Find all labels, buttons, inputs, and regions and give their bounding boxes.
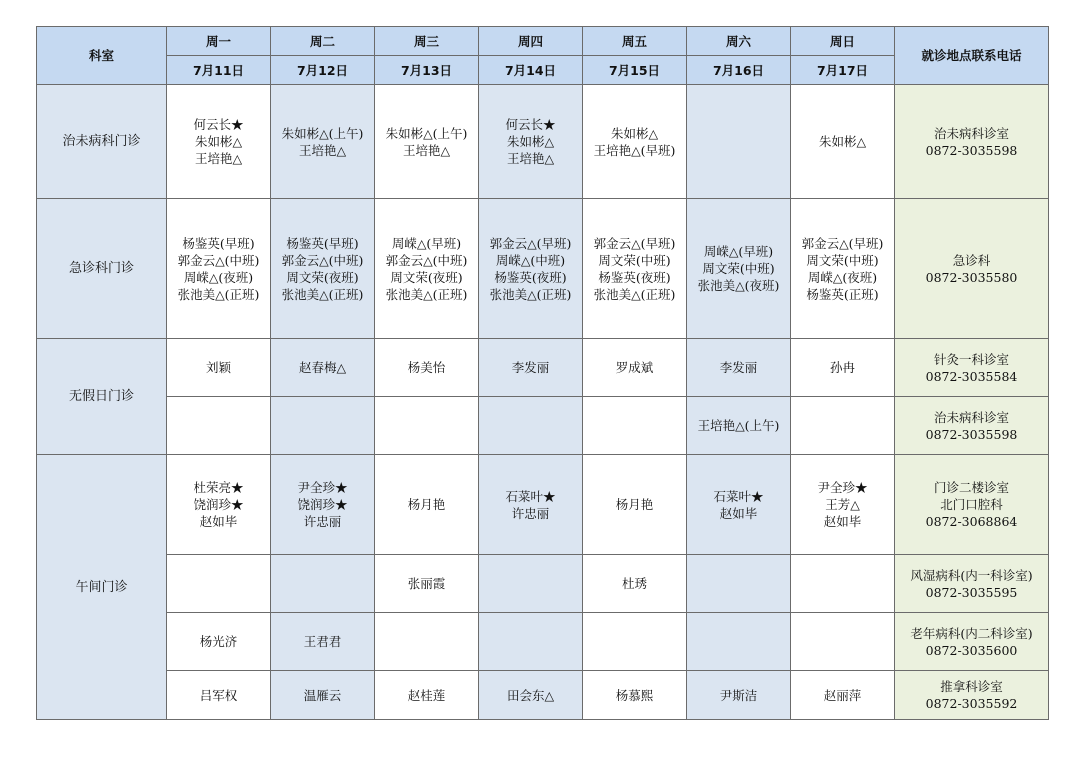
contact-cell	[895, 397, 1049, 455]
schedule-cell	[167, 671, 271, 720]
doctor-name: 周文荣(夜班)	[286, 269, 359, 285]
doctor-name: 杨鉴英(早班)	[286, 235, 359, 251]
schedule-cell	[479, 671, 583, 720]
date-header: 7月15日	[583, 56, 687, 85]
phone-number: 0872-3035598	[925, 142, 1018, 158]
doctor-name: 张池美△(正班)	[593, 286, 676, 302]
doctor-name: 王培艳△(早班)	[593, 142, 676, 158]
doctor-name: 郭金云△(早班)	[593, 235, 676, 251]
contact-cell	[895, 85, 1049, 199]
doctor-name: 王培艳△	[194, 151, 243, 166]
doctor-name: 朱如彬△	[818, 134, 867, 149]
table-row	[37, 455, 1049, 555]
table-row	[37, 339, 1049, 397]
doctor-name: 张池美△(正班)	[281, 286, 364, 302]
schedule-cell	[791, 555, 895, 613]
doctor-name: 赵春梅△	[298, 360, 347, 375]
doctor-name: 何云长★	[505, 117, 556, 132]
schedule-cell	[375, 455, 479, 555]
date-header: 7月17日	[791, 56, 895, 85]
doctor-name: 周文荣(中班)	[598, 252, 671, 268]
weekday-header: 周二	[271, 27, 375, 56]
department-name: 治未病科门诊	[37, 85, 167, 199]
schedule-cell	[687, 397, 791, 455]
weekday-header: 周四	[479, 27, 583, 56]
doctor-name: 温雁云	[303, 687, 342, 703]
schedule-cell	[583, 85, 687, 199]
schedule-cell	[687, 199, 791, 339]
doctor-name: 杨月艳	[407, 497, 446, 512]
department-name: 急诊科门诊	[37, 199, 167, 339]
phone-number: 0872-3035592	[925, 696, 1018, 711]
doctor-name: 饶润珍★	[297, 497, 348, 512]
doctor-name: 杨美怡	[407, 360, 446, 375]
date-header: 7月14日	[479, 56, 583, 85]
schedule-cell	[791, 339, 895, 397]
doctor-name: 赵桂莲	[407, 687, 446, 703]
doctor-name: 朱如彬△(上午)	[385, 125, 468, 141]
schedule-cell	[479, 397, 583, 455]
doctor-name: 杨鉴英(夜班)	[598, 269, 671, 285]
doctor-name: 王培艳△	[506, 151, 555, 166]
contact-cell	[895, 613, 1049, 671]
phone-number: 0872-3035595	[925, 584, 1018, 600]
clinic-location: 急诊科	[952, 252, 991, 268]
contact-header: 就诊地点联系电话	[895, 27, 1049, 85]
doctor-name: 吕军权	[199, 687, 238, 703]
schedule-cell	[167, 613, 271, 671]
doctor-name: 刘颖	[205, 360, 231, 375]
doctor-name: 饶润珍★	[193, 497, 244, 512]
doctor-name: 石菜叶★	[505, 488, 556, 504]
doctor-name: 杨月艳	[615, 497, 654, 512]
doctor-name: 朱如彬△	[194, 134, 243, 149]
date-header: 7月16日	[687, 56, 791, 85]
doctor-name: 何云长★	[193, 117, 244, 132]
department-name: 无假日门诊	[37, 339, 167, 455]
doctor-name: 周嵘△(早班)	[703, 244, 774, 259]
doctor-name: 孙冉	[829, 360, 855, 375]
schedule-cell	[375, 199, 479, 339]
schedule-cell	[479, 339, 583, 397]
schedule-cell	[271, 455, 375, 555]
doctor-name: 尹全珍★	[297, 480, 348, 495]
schedule-cell	[271, 85, 375, 199]
doctor-name: 郭金云△(中班)	[177, 252, 260, 268]
date-header: 7月11日	[167, 56, 271, 85]
doctor-name: 周文荣(中班)	[806, 252, 879, 268]
schedule-cell	[791, 455, 895, 555]
table-row	[37, 199, 1049, 339]
schedule-cell	[583, 455, 687, 555]
clinic-location: 治未病科诊室	[933, 125, 1009, 141]
doctor-name: 许忠丽	[303, 514, 342, 529]
clinic-location: 风湿病科(内一科诊室)	[910, 567, 1033, 583]
doctor-name: 周文荣(夜班)	[390, 269, 463, 285]
contact-cell	[895, 555, 1049, 613]
doctor-name: 张池美△(夜班)	[697, 278, 780, 293]
schedule-cell	[167, 85, 271, 199]
schedule-cell	[375, 85, 479, 199]
contact-cell	[895, 339, 1049, 397]
doctor-name: 朱如彬△	[610, 125, 659, 141]
contact-cell	[895, 199, 1049, 339]
schedule-cell	[375, 671, 479, 720]
doctor-name: 罗成斌	[615, 360, 654, 375]
schedule-cell	[271, 397, 375, 455]
doctor-name: 朱如彬△(上午)	[281, 125, 364, 141]
doctor-name: 郭金云△(早班)	[801, 235, 884, 251]
clinic-location: 老年病科(内二科诊室)	[910, 625, 1033, 641]
phone-number: 0872-3068864	[925, 514, 1018, 529]
doctor-name: 赵如毕	[823, 514, 862, 529]
schedule-cell	[375, 397, 479, 455]
schedule-cell	[791, 199, 895, 339]
schedule-body	[37, 85, 1049, 720]
doctor-name: 李发丽	[719, 360, 758, 375]
schedule-cell	[479, 555, 583, 613]
doctor-name: 郭金云△(早班)	[489, 235, 572, 251]
doctor-name: 杨慕熙	[615, 687, 654, 703]
schedule-cell	[583, 339, 687, 397]
schedule-cell	[167, 339, 271, 397]
schedule-cell	[375, 339, 479, 397]
clinic-location: 针灸一科诊室	[933, 351, 1009, 367]
doctor-name: 杨鉴英(夜班)	[494, 269, 567, 285]
doctor-name: 王君君	[303, 634, 342, 649]
schedule-cell	[583, 199, 687, 339]
date-header: 7月13日	[375, 56, 479, 85]
schedule-cell	[583, 613, 687, 671]
table-row	[37, 555, 1049, 613]
clinic-location: 门诊二楼诊室	[933, 480, 1009, 495]
weekday-header: 周一	[167, 27, 271, 56]
contact-cell	[895, 455, 1049, 555]
doctor-name: 杨光济	[199, 634, 238, 649]
clinic-location: 推拿科诊室	[940, 679, 1003, 694]
schedule-cell	[167, 455, 271, 555]
phone-number: 0872-3035580	[925, 269, 1018, 285]
doctor-name: 郭金云△(中班)	[385, 252, 468, 268]
doctor-name: 周嵘△(夜班)	[183, 269, 254, 285]
schedule-cell	[479, 613, 583, 671]
doctor-name: 赵如毕	[719, 505, 758, 521]
schedule-cell	[687, 671, 791, 720]
doctor-name: 尹全珍★	[817, 480, 868, 495]
weekday-header: 周三	[375, 27, 479, 56]
doctor-name: 张池美△(正班)	[385, 286, 468, 302]
doctor-name: 张丽霞	[407, 576, 446, 591]
weekday-header: 周五	[583, 27, 687, 56]
doctor-name: 杜琇	[621, 576, 647, 591]
schedule-cell	[791, 671, 895, 720]
phone-number: 0872-3035600	[925, 642, 1018, 658]
schedule-cell	[167, 397, 271, 455]
schedule-cell	[791, 85, 895, 199]
doctor-name: 王培艳△	[298, 142, 347, 158]
table-row	[37, 671, 1049, 720]
doctor-name: 周嵘△(中班)	[495, 252, 566, 268]
schedule-cell	[375, 555, 479, 613]
doctor-name: 周嵘△(早班)	[391, 235, 462, 251]
schedule-cell	[271, 671, 375, 720]
doctor-name: 李发丽	[511, 360, 550, 375]
doctor-name: 郭金云△(中班)	[281, 252, 364, 268]
weekday-header: 周六	[687, 27, 791, 56]
doctor-name: 赵丽萍	[823, 687, 862, 703]
doctor-name: 朱如彬△	[506, 134, 555, 149]
schedule-cell	[583, 671, 687, 720]
doctor-name: 赵如毕	[199, 514, 238, 529]
schedule-cell	[479, 455, 583, 555]
schedule-cell	[375, 613, 479, 671]
clinic-location: 治未病科诊室	[933, 409, 1009, 425]
table-row	[37, 613, 1049, 671]
phone-number: 0872-3035584	[925, 368, 1018, 384]
schedule-cell	[583, 555, 687, 613]
doctor-name: 田会东△	[506, 687, 555, 703]
table-row	[37, 397, 1049, 455]
schedule-cell	[271, 339, 375, 397]
clinic-location: 北门口腔科	[940, 497, 1003, 512]
schedule-cell	[271, 613, 375, 671]
schedule-cell	[687, 85, 791, 199]
doctor-name: 杜荣亮★	[193, 480, 244, 495]
schedule-cell	[167, 199, 271, 339]
doctor-name: 周文荣(中班)	[702, 261, 775, 276]
schedule-cell	[791, 613, 895, 671]
dept-header: 科室	[37, 27, 167, 85]
doctor-name: 周嵘△(夜班)	[807, 269, 878, 285]
phone-number: 0872-3035598	[925, 426, 1018, 442]
schedule-cell	[271, 555, 375, 613]
doctor-name: 王培艳△	[402, 142, 451, 158]
doctor-name: 王芳△	[825, 497, 860, 512]
schedule-cell	[479, 85, 583, 199]
schedule-cell	[167, 555, 271, 613]
department-name: 午间门诊	[37, 455, 167, 720]
contact-cell	[895, 671, 1049, 720]
doctor-name: 杨鉴英(正班)	[806, 286, 879, 302]
schedule-cell	[271, 199, 375, 339]
schedule-table	[36, 26, 1049, 720]
table-row	[37, 85, 1049, 199]
doctor-name: 王培艳△(上午)	[697, 418, 780, 433]
schedule-cell	[687, 339, 791, 397]
doctor-name: 尹斯洁	[719, 687, 758, 703]
schedule-cell	[687, 455, 791, 555]
doctor-name: 石菜叶★	[713, 488, 764, 504]
weekday-header: 周日	[791, 27, 895, 56]
doctor-name: 杨鉴英(早班)	[182, 235, 255, 251]
doctor-name: 张池美△(正班)	[489, 286, 572, 302]
schedule-cell	[583, 397, 687, 455]
schedule-cell	[479, 199, 583, 339]
schedule-cell	[687, 613, 791, 671]
date-header: 7月12日	[271, 56, 375, 85]
schedule-cell	[687, 555, 791, 613]
doctor-name: 张池美△(正班)	[177, 286, 260, 302]
doctor-name: 许忠丽	[511, 505, 550, 521]
schedule-cell	[791, 397, 895, 455]
